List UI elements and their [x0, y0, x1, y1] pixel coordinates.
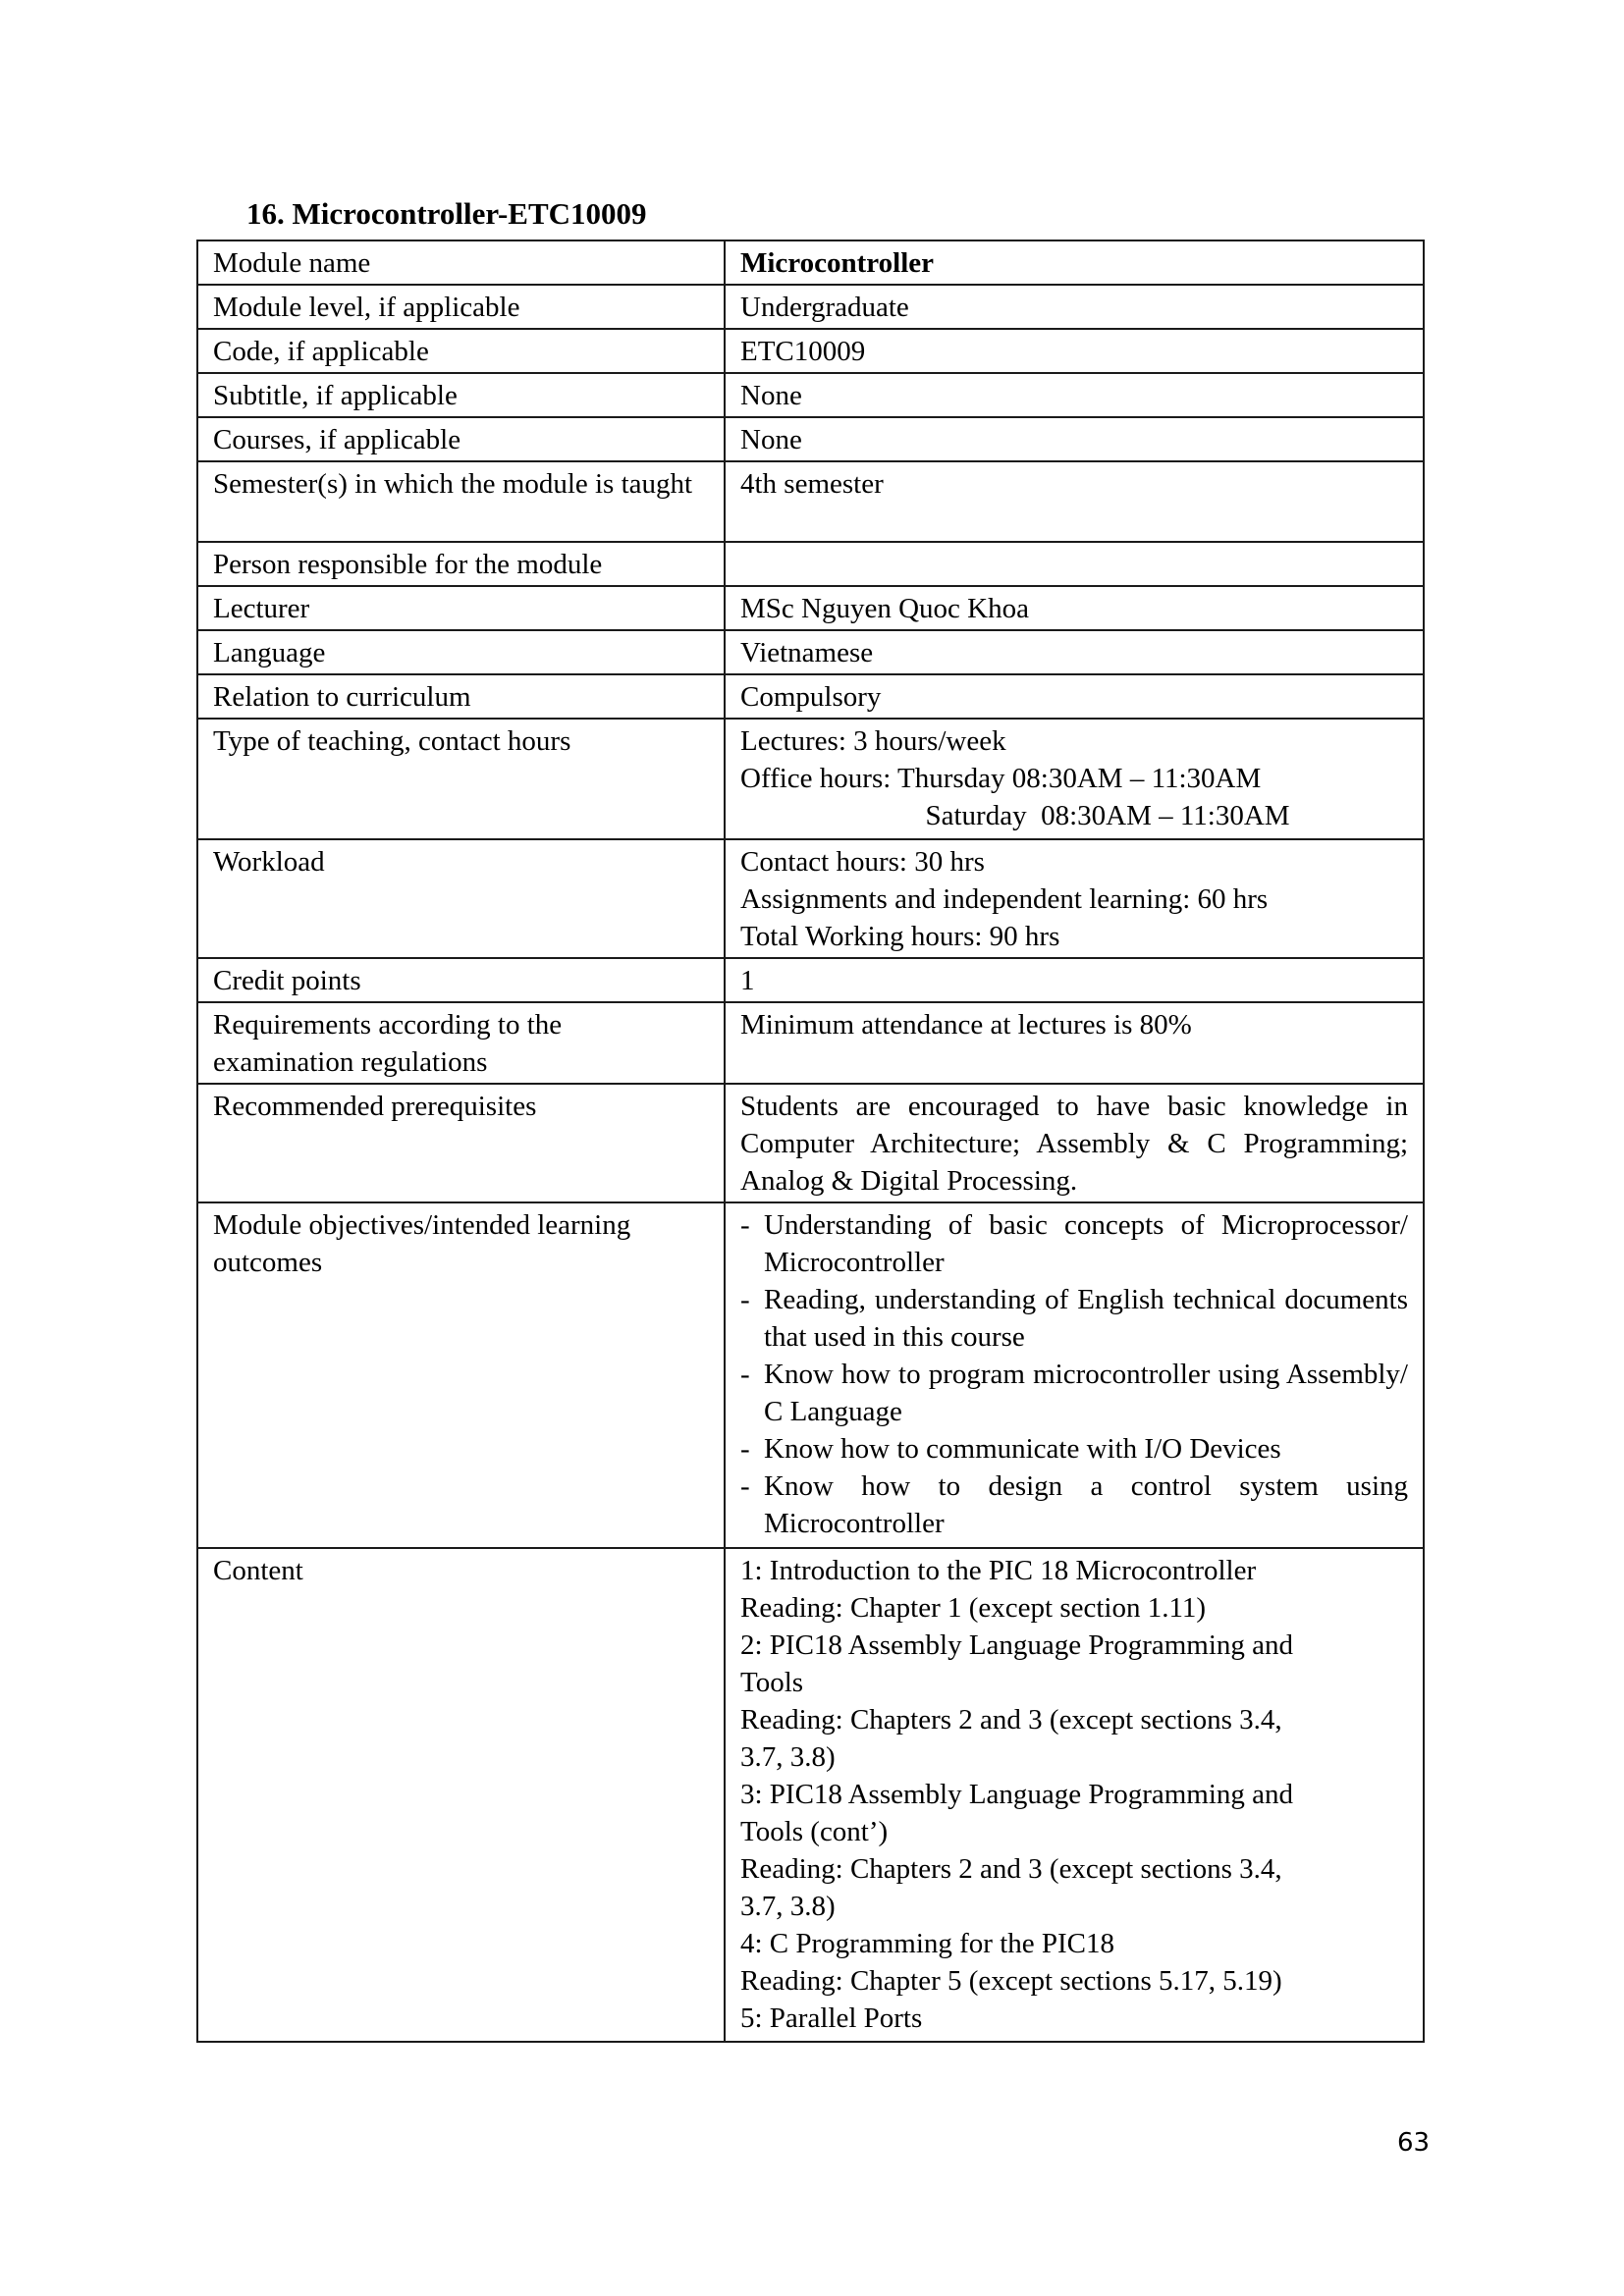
- content-line: Reading: Chapters 2 and 3 (except sections 3.4,: [740, 1704, 1282, 1735]
- row-label: Module name: [197, 240, 725, 285]
- person-responsible-value: [725, 542, 1424, 586]
- list-item: [740, 1206, 1408, 1281]
- content-line: 4: C Programming for the PIC18: [740, 1928, 1115, 1959]
- requirements-value: Minimum attendance at lectures is 80%: [725, 1002, 1424, 1084]
- module-name-value: Microcontroller: [725, 240, 1424, 285]
- table-row-courses: [197, 417, 1424, 461]
- module-description-table: [196, 240, 1425, 2043]
- content-line: Tools (cont’): [740, 1816, 889, 1847]
- row-label: Subtitle, if applicable: [197, 373, 725, 417]
- content-line: 1: Introduction to the PIC 18 Microcontroller: [740, 1555, 1257, 1586]
- code-value: ETC10009: [725, 329, 1424, 373]
- page-number: 63: [1397, 2128, 1431, 2158]
- subtitle-value: None: [725, 373, 1424, 417]
- row-label: Requirements according to the examination regulations: [197, 1002, 725, 1084]
- prerequisites-value: Students are encouraged to have basic knowledge in Computer Architecture; Assembly & C Programming; Analog & Digital Processing.: [725, 1084, 1424, 1202]
- credit-points-value: 1: [725, 958, 1424, 1002]
- relation-value: Compulsory: [725, 674, 1424, 719]
- objective-text: Know how to program microcontroller using Assembly/ C Language: [764, 1359, 1408, 1427]
- list-item: [740, 1281, 1408, 1356]
- table-row-content: [197, 1548, 1424, 2042]
- content-line: 3.7, 3.8): [740, 1891, 836, 1922]
- objective-text: Reading, understanding of English technical documents that used in this course: [764, 1284, 1408, 1353]
- list-item: [740, 1356, 1408, 1430]
- table-row-module-level: [197, 285, 1424, 329]
- content-line: Reading: Chapter 1 (except section 1.11): [740, 1592, 1207, 1624]
- row-label: Workload: [197, 839, 725, 958]
- table-row-code: [197, 329, 1424, 373]
- dash-bullet-icon: -: [740, 1470, 750, 1502]
- table-row-prerequisites: [197, 1084, 1424, 1202]
- row-label: Lecturer: [197, 586, 725, 630]
- value-line: Contact hours: 30 hrs: [740, 846, 985, 878]
- table-row-module-name: [197, 240, 1424, 285]
- table-row-credit-points: [197, 958, 1424, 1002]
- table-row-lecturer: [197, 586, 1424, 630]
- content-line: 3.7, 3.8): [740, 1741, 836, 1773]
- workload-value: [725, 839, 1424, 958]
- row-label: Relation to curriculum: [197, 674, 725, 719]
- row-label: Credit points: [197, 958, 725, 1002]
- content-value: [725, 1548, 1424, 2042]
- content-line: 3: PIC18 Assembly Language Programming and: [740, 1779, 1294, 1810]
- table-row-objectives: [197, 1202, 1424, 1548]
- row-label: Person responsible for the module: [197, 542, 725, 586]
- language-value: Vietnamese: [725, 630, 1424, 674]
- content-line: 2: PIC18 Assembly Language Programming and: [740, 1629, 1294, 1661]
- table-row-person-responsible: [197, 542, 1424, 586]
- row-label: Language: [197, 630, 725, 674]
- objective-text: Know how to design a control system using Microcontroller: [764, 1470, 1408, 1539]
- row-label: Semester(s) in which the module is taught: [197, 461, 725, 542]
- table-row-semester: [197, 461, 1424, 542]
- value-line: Total Working hours: 90 hrs: [740, 921, 1060, 952]
- list-item: [740, 1430, 1408, 1468]
- list-item: [740, 1468, 1408, 1542]
- table-row-subtitle: [197, 373, 1424, 417]
- objectives-list: [740, 1206, 1408, 1542]
- lecturer-value: MSc Nguyen Quoc Khoa: [725, 586, 1424, 630]
- table-row-relation: [197, 674, 1424, 719]
- row-label: Courses, if applicable: [197, 417, 725, 461]
- row-label: Module level, if applicable: [197, 285, 725, 329]
- teaching-type-value: [725, 719, 1424, 839]
- objectives-value: [725, 1202, 1424, 1548]
- table-row-teaching-type: [197, 719, 1424, 839]
- table-row-requirements: [197, 1002, 1424, 1084]
- content-line: Tools: [740, 1667, 804, 1698]
- content-line: 5: Parallel Ports: [740, 2002, 923, 2034]
- module-level-value: Undergraduate: [725, 285, 1424, 329]
- dash-bullet-icon: -: [740, 1284, 750, 1315]
- content-line: Reading: Chapter 5 (except sections 5.17, 5.19): [740, 1965, 1282, 1997]
- row-label: Content: [197, 1548, 725, 2042]
- dash-bullet-icon: -: [740, 1433, 750, 1465]
- objective-text: Know how to communicate with I/O Devices: [764, 1433, 1281, 1465]
- row-label: Code, if applicable: [197, 329, 725, 373]
- semester-value: 4th semester: [725, 461, 1424, 542]
- row-label: Recommended prerequisites: [197, 1084, 725, 1202]
- section-heading: 16. Microcontroller-ETC10009: [246, 196, 647, 231]
- dash-bullet-icon: -: [740, 1209, 750, 1241]
- value-line: Assignments and independent learning: 60 hrs: [740, 883, 1269, 915]
- table-row-language: [197, 630, 1424, 674]
- content-line: Reading: Chapters 2 and 3 (except sections 3.4,: [740, 1853, 1282, 1885]
- value-line: Saturday 08:30AM – 11:30AM: [740, 800, 1290, 831]
- table-row-workload: [197, 839, 1424, 958]
- objective-text: Understanding of basic concepts of Microprocessor/ Microcontroller: [764, 1209, 1408, 1278]
- row-label: Module objectives/intended learning outcomes: [197, 1202, 725, 1548]
- dash-bullet-icon: -: [740, 1359, 750, 1390]
- courses-value: None: [725, 417, 1424, 461]
- value-line: Lectures: 3 hours/week: [740, 725, 1006, 757]
- value-line: Office hours: Thursday 08:30AM – 11:30AM: [740, 763, 1262, 794]
- row-label: Type of teaching, contact hours: [197, 719, 725, 839]
